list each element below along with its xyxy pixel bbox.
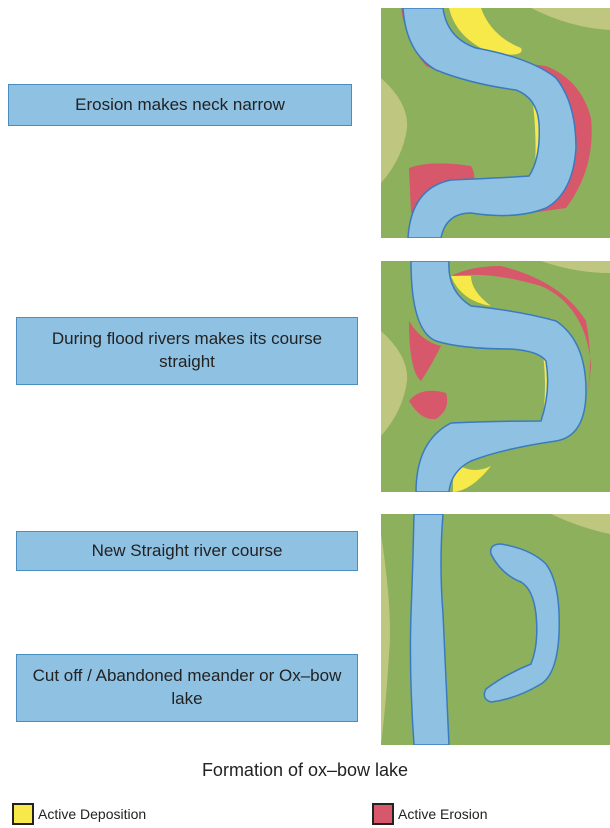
stage1-text: Erosion makes neck narrow [75,94,285,114]
stage1-label [8,84,352,126]
legend-erosion [372,803,487,825]
meander-panel-2 [381,261,610,492]
meander-panel-1 [381,8,610,238]
stage3a-label [16,531,358,571]
stage2-label [16,317,358,385]
stage3b-text: Cut off / Abandoned meander or Ox–bow lake [32,666,342,708]
yellow-swatch-icon [12,803,34,825]
oxbow-panel [381,514,610,745]
red-swatch-icon [372,803,394,825]
stage3a-text: New Straight river course [91,540,283,560]
stage3b-label [16,654,358,722]
legend-deposition [12,803,146,825]
stage2-text: During flood rivers makes its course straight [51,329,323,371]
legend-erosion-label: Active Erosion [398,806,488,822]
diagram-caption: Formation of ox–bow lake [201,760,409,780]
legend-deposition-label: Active Deposition [38,806,147,822]
